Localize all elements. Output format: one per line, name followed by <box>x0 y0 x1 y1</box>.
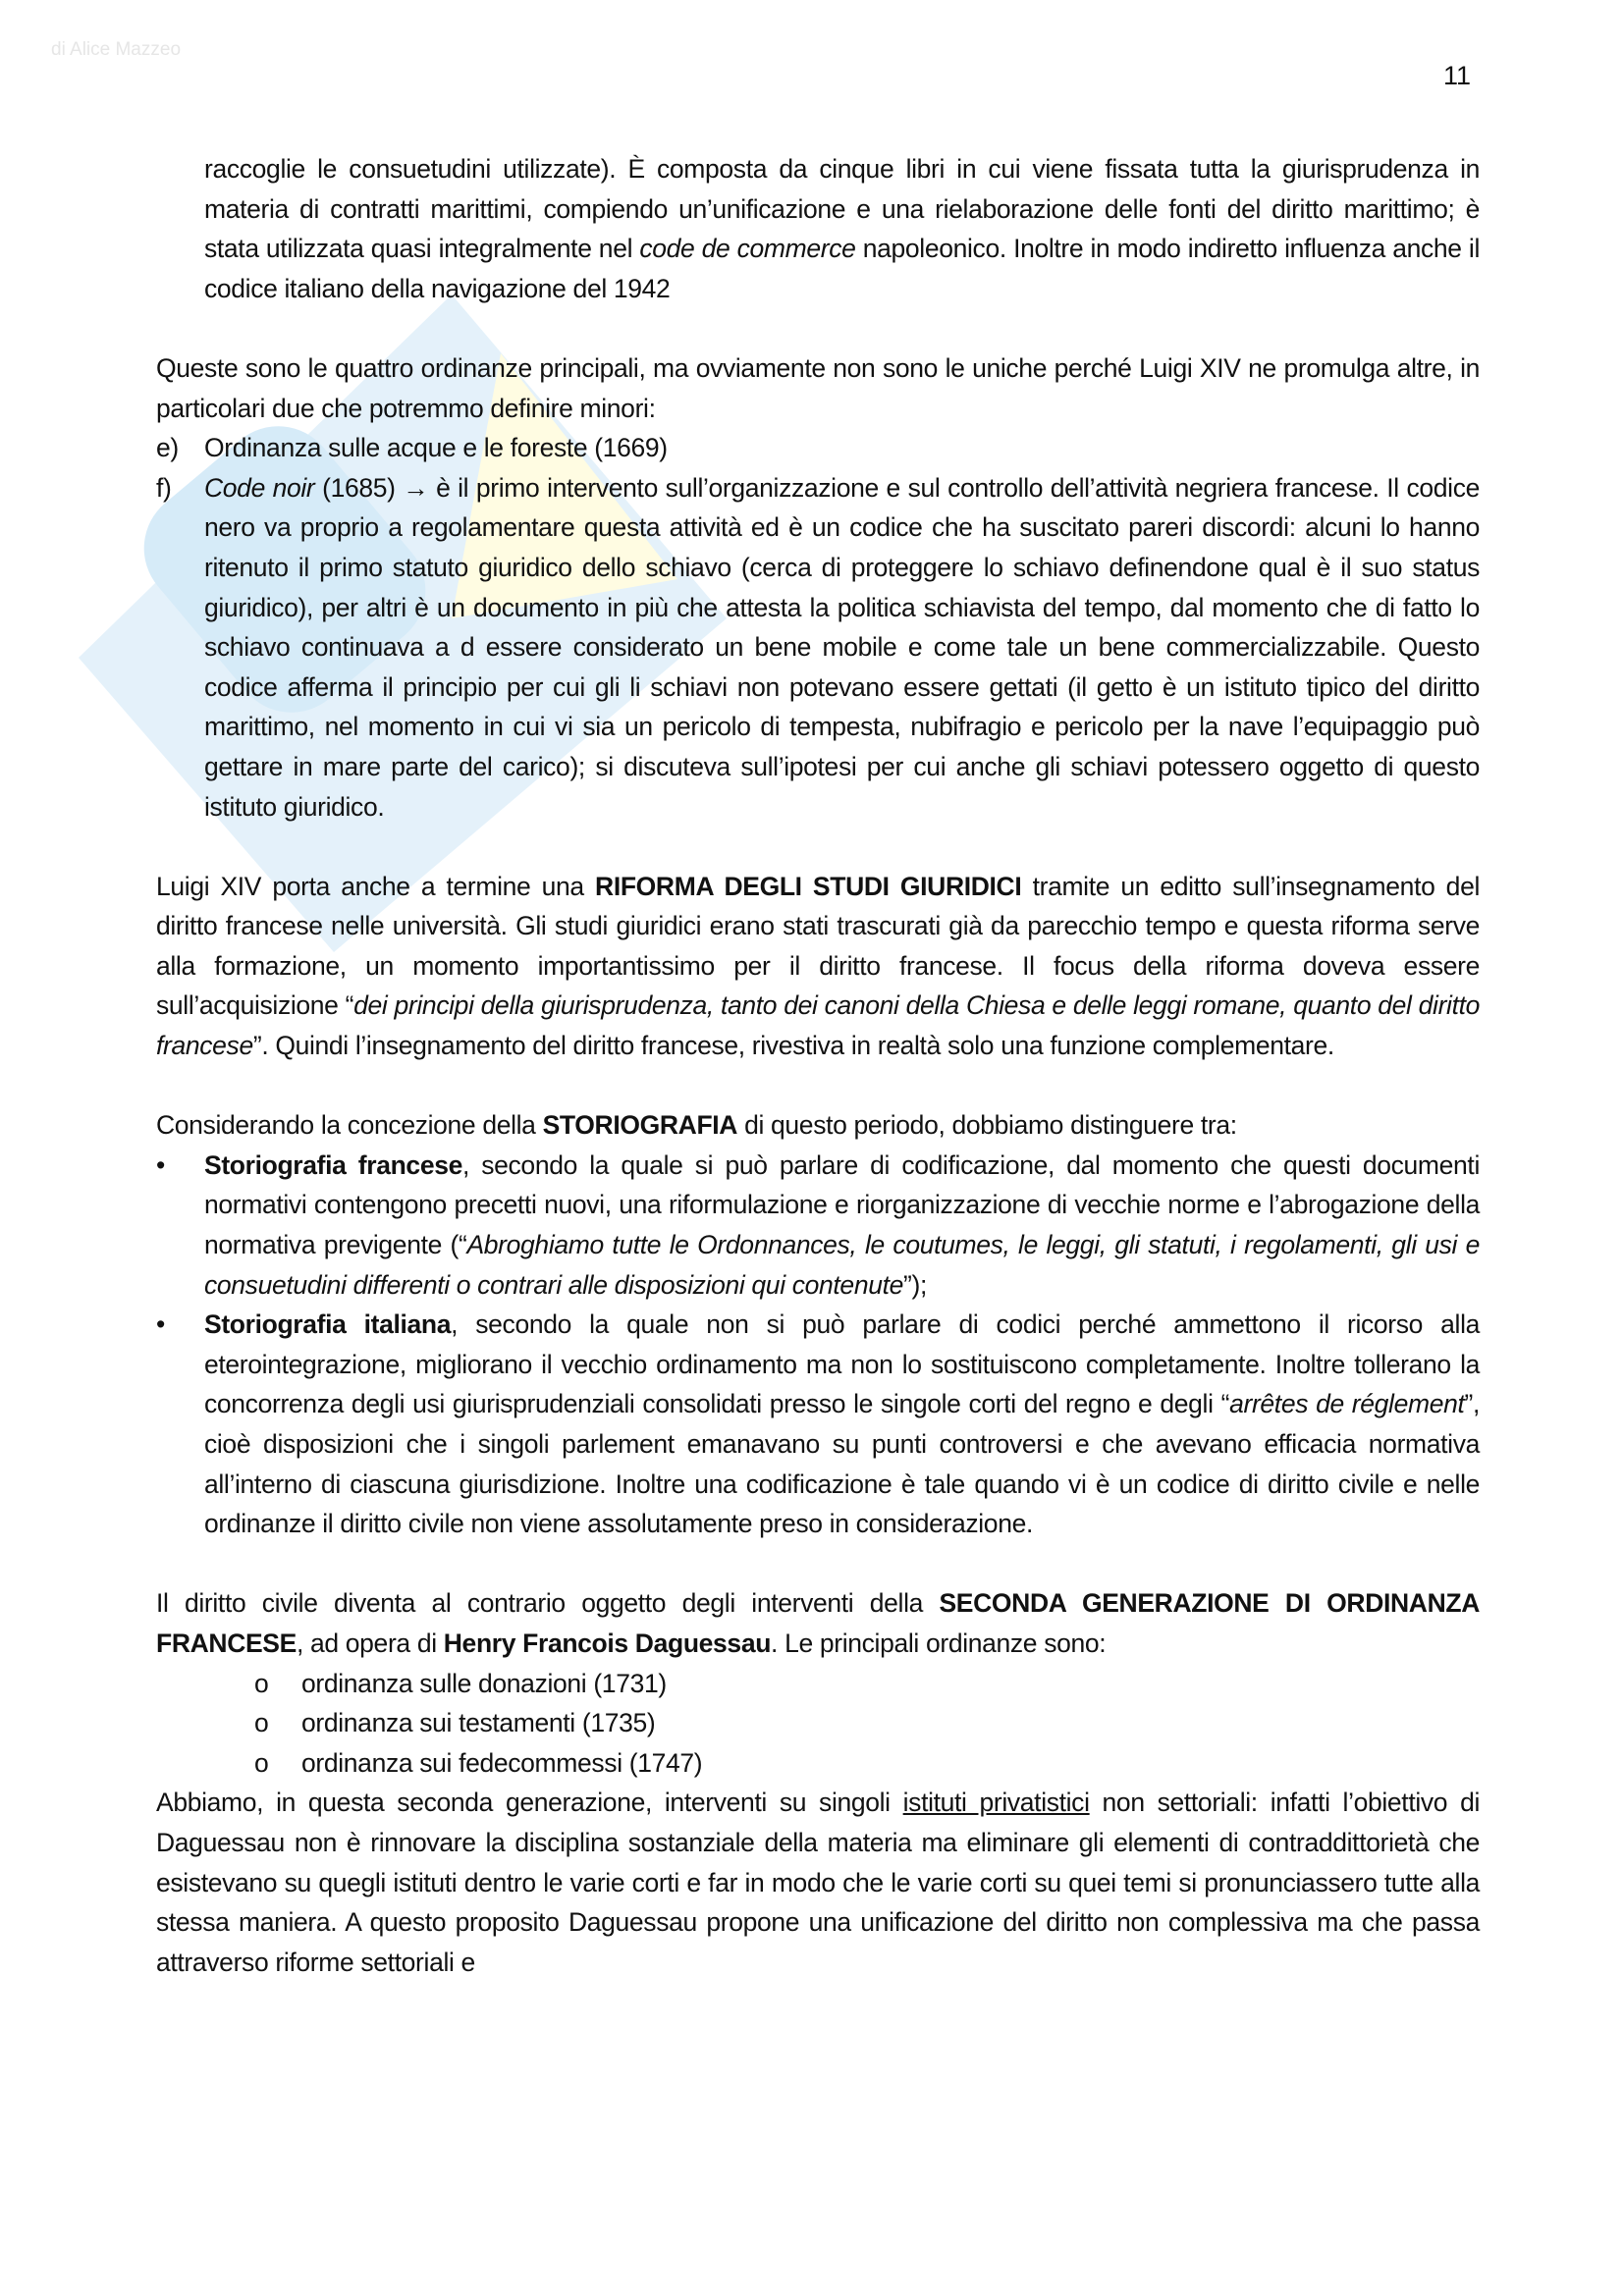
text: Considerando la concezione della <box>156 1110 543 1141</box>
italic-text: code de commerce <box>639 234 856 264</box>
text: ordinanza sui fedecommessi (1747) <box>301 1747 703 1778</box>
paragraph-ordinanze: Queste sono le quattro ordinanze principali, ma ovviamente non sono le uniche perché Luigi XIV ne promulga altre, in particolari due che potremmo definire minori: <box>156 352 1480 423</box>
sublist-item <box>156 1743 1480 1784</box>
paragraph-ordonnance-marine <box>156 149 1480 308</box>
paragraph-seconda-generazione <box>156 1583 1480 1663</box>
sublist-marker: o <box>254 1747 269 1778</box>
text: , ad opera di <box>296 1628 444 1658</box>
text: Il diritto civile diventa al contrario oggetto degli interventi della <box>156 1588 940 1619</box>
bold-text: RIFORMA DEGLI STUDI GIURIDICI <box>595 871 1022 901</box>
text: non settoriali: infatti l’obiettivo di Daguessau non è rinnovare la disciplina sostanziale della materia ma eliminare gli elementi di contraddittorietà che esistevano su quegli istituti dentro le varie corti e far in modo che le varie corti su quei temi si pronunciassero tutte alla stessa maniera. A questo proposito Daguessau propone una unificazione del diritto non complessiva ma che passa attraverso riforme settoriali e <box>156 1788 1481 1977</box>
text: . Le principali ordinanze sono: <box>771 1628 1107 1658</box>
text: tramite un editto sull’insegnamento del diritto francese nelle università. Gli studi giuridici erano stati trascurati già da parecchio tempo e questa riforma serve alla formazione, un momento importantissimo per il diritto francese. Il focus della riforma doveva essere sull’acquisizione “ <box>156 871 1480 1021</box>
bullet-marker: • <box>156 1149 165 1180</box>
bullet-marker: • <box>156 1309 165 1340</box>
text: ordinanza sulle donazioni (1731) <box>301 1668 667 1698</box>
bold-text: STORIOGRAFIA <box>542 1110 738 1141</box>
text: ”. Quindi l’insegnamento del diritto francese, rivestiva in realtà solo una funzione complementare. <box>252 1031 1334 1061</box>
text: di questo periodo, dobbiamo distinguere tra: <box>737 1110 1237 1141</box>
list-item-e <box>156 428 1480 468</box>
paragraph-istituti <box>156 1783 1480 1982</box>
text: Abbiamo, in questa seconda generazione, interventi su singoli <box>156 1788 903 1818</box>
sublist-marker: o <box>254 1668 269 1698</box>
text: raccoglie le consuetudini utilizzate). È composta da cinque libri in cui viene fissata tutta la giurisprudenza in materia di contratti marittimi, compiendo un’unificazione e una rielaborazione delle fonti del diritto marittimo; è stata utilizzata quasi integralmente nel <box>204 154 1480 264</box>
underlined-text: istituti privatistici <box>902 1788 1090 1818</box>
bold-text: SECONDA GENERAZIONE DI ORDINANZA FRANCESE <box>156 1588 1480 1658</box>
page-number: 11 <box>1443 61 1472 90</box>
bold-text: Storiografia italiana <box>204 1309 452 1340</box>
text: napoleonico. Inoltre in modo indiretto influenza anche il codice italiano della navigazione del 1942 <box>204 234 1480 303</box>
list-item-f <box>156 468 1480 827</box>
paragraph-storiografia <box>156 1105 1480 1146</box>
italic-text: arrêtes de réglement <box>1229 1389 1465 1419</box>
text: ordinanza sui testamenti (1735) <box>301 1708 656 1738</box>
bold-text: Henry Francois Daguessau <box>443 1628 772 1658</box>
bullet-item <box>156 1146 1480 1305</box>
sublist-marker: o <box>254 1708 269 1738</box>
list-marker: e) <box>156 433 179 463</box>
text: Ordinanza sulle acque e le foreste (1669) <box>204 433 668 463</box>
author-watermark: di Alice Mazzeo <box>51 39 182 60</box>
sublist-item <box>156 1664 1480 1704</box>
italic-text: Code noir <box>204 472 315 503</box>
text: ”, cioè disposizioni che i singoli parlement emanavano su punti controversi e che avevano efficacia normativa all’interno di ciascuna giurisdizione. Inoltre una codificazione è tale quando vi è un codice di diritto civile e nelle ordinanze il diritto civile non viene assolutamente preso in considerazione. <box>204 1389 1480 1539</box>
text: ”); <box>903 1269 927 1300</box>
paragraph-riforma <box>156 867 1480 1066</box>
document-body <box>156 149 1480 1982</box>
text: , secondo la quale si può parlare di codificazione, dal momento che questi documenti normativi contengono precetti nuovi, una riformulazione e riorganizzazione di vecchie norme e l’abrogazione della normativa previgente (“ <box>204 1149 1480 1260</box>
bold-text: Storiografia francese <box>204 1149 462 1180</box>
bullet-item <box>156 1305 1480 1544</box>
text: (1685) → è il primo intervento sull’organizzazione e sul controllo dell’attività negriera francese. Il codice nero va proprio a regolamentare questa attività ed è un codice che ha suscitato pareri discordi: alcuni lo hanno ritenuto il primo statuto giuridico dello schiavo (cerca di proteggere lo schiavo definendone qual è il suo status giuridico), per altri è un documento in più che attesta la politica schiavista del tempo, dal momento che di fatto lo schiavo continuava a d essere considerato un bene mobile e come tale un bene commercializzabile. Questo codice afferma il principio per cui gli li schiavi non potevano essere gettati (il getto è un istituto tipico del diritto marittimo, nel momento in cui vi sia un pericolo di tempesta, nubifragio e pericolo per la nave l’equipaggio può gettare in mare parte del carico); si discuteva sull’ipotesi per cui anche gli schiavi potessero oggetto di questo istituto giuridico. <box>204 472 1480 822</box>
italic-text: dei principi della giurisprudenza, tanto dei canoni della Chiesa e delle leggi romane, quanto del diritto francese <box>156 990 1480 1061</box>
italic-text: Abroghiamo tutte le Ordonnances, le coutumes, le leggi, gli statuti, i regolamenti, gli usi e consuetudini differenti o contrari alle disposizioni qui contenute <box>204 1230 1480 1300</box>
list-marker: f) <box>156 472 172 503</box>
text: Luigi XIV porta anche a termine una <box>156 871 596 901</box>
sublist-item <box>156 1703 1480 1743</box>
text: , secondo la quale non si può parlare di codici perché ammettono il ricorso alla eterointegrazione, migliorano il vecchio ordinamento ma non lo sostituiscono completamente. Inoltre tollerano la concorrenza degli usi giurisprudenziali consolidati presso le singole corti del regno e degli “ <box>204 1309 1481 1419</box>
